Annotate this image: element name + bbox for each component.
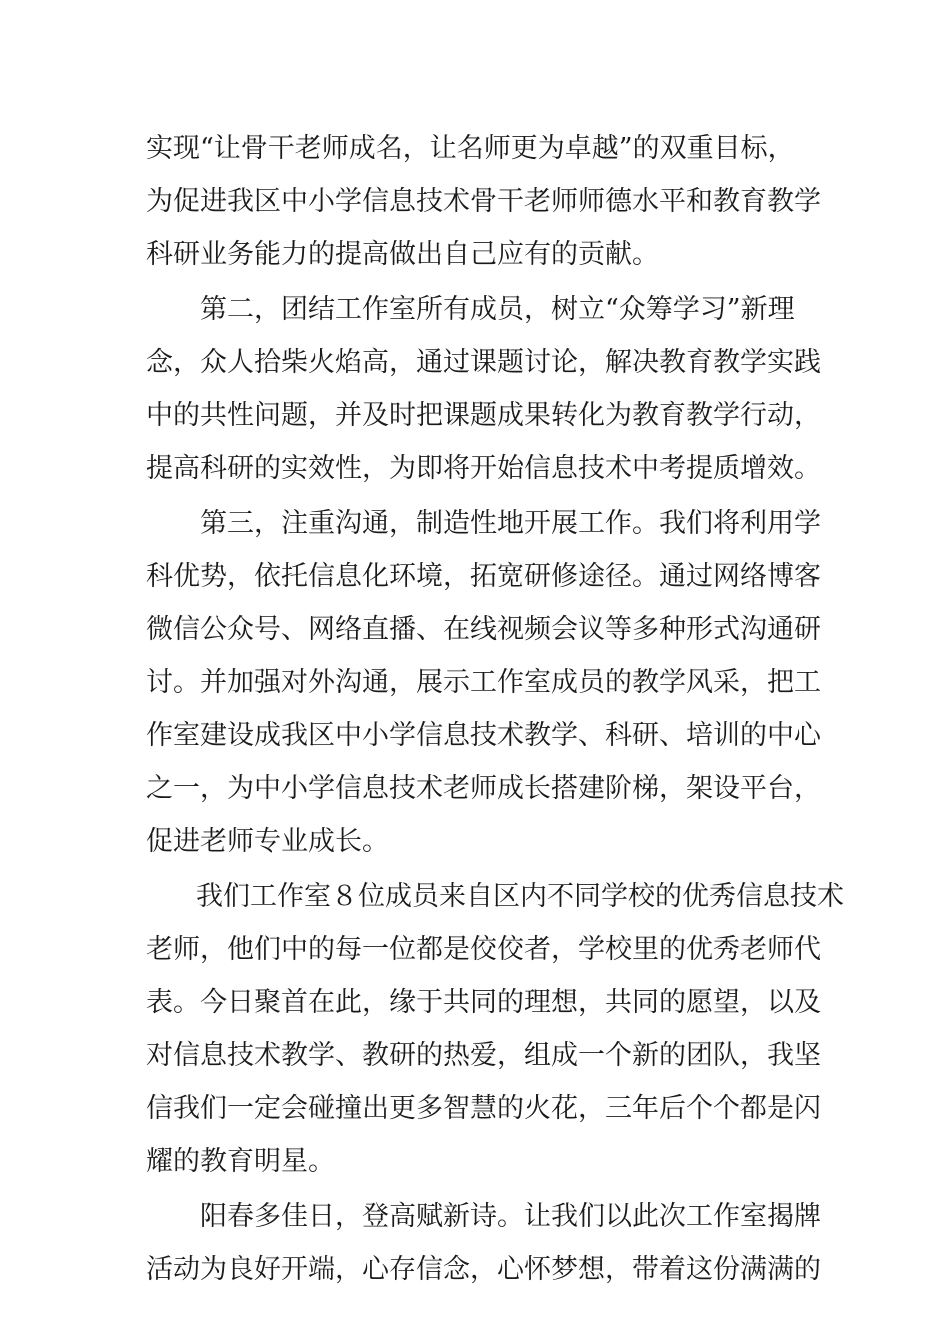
paragraph-4-line-5: 信我们一定会碰撞出更多智慧的火花，三年后个个都是闪	[146, 1093, 821, 1124]
paragraph-3-line-1: 第三，注重沟通，制造性地开展工作。我们将利用学	[200, 508, 821, 539]
paragraph-3-line-2: 科优势，依托信息化环境，拓宽研修途径。通过网络博客	[146, 561, 821, 592]
paragraph-2-line-3: 中的共性问题，并及时把课题成果转化为教育教学行动，	[146, 400, 821, 431]
paragraph-5-line-2: 活动为良好开端，心存信念，心怀梦想，带着这份满满的	[146, 1254, 821, 1285]
paragraph-3-line-6: 之一，为中小学信息技术老师成长搭建阶梯，架设平台，	[146, 773, 821, 804]
paragraph-3-line-3: 微信公众号、网络直播、在线视频会议等多种形式沟通研	[146, 614, 821, 645]
paragraph-1-line-3: 科研业务能力的提高做出自己应有的贡献。	[146, 239, 659, 270]
paragraph-2-line-2: 念，众人拾柴火焰高，通过课题讨论，解决教育教学实践	[146, 347, 821, 378]
paragraph-2-line-4: 提高科研的实效性，为即将开始信息技术中考提质增效。	[146, 453, 821, 484]
paragraph-1-line-2: 为促进我区中小学信息技术骨干老师师德水平和教育教学	[146, 186, 821, 217]
paragraph-3-line-5: 作室建设成我区中小学信息技术教学、科研、培训的中心	[146, 720, 821, 751]
paragraph-4-line-1: 我们工作室８位成员来自区内不同学校的优秀信息技术	[196, 881, 844, 912]
paragraph-3-line-4: 讨。并加强对外沟通，展示工作室成员的教学风采，把工	[146, 667, 821, 698]
paragraph-3-line-7: 促进老师专业成长。	[146, 826, 389, 857]
paragraph-5-line-1: 阳春多佳日，登高赋新诗。让我们以此次工作室揭牌	[200, 1201, 821, 1232]
paragraph-2-line-1: 第二，团结工作室所有成员，树立“众筹学习”新理	[200, 294, 795, 325]
paragraph-1-line-1: 实现“让骨干老师成名，让名师更为卓越”的双重目标，	[146, 133, 795, 164]
paragraph-4-line-3: 表。今日聚首在此，缘于共同的理想，共同的愿望，以及	[146, 987, 821, 1018]
paragraph-4-line-2: 老师，他们中的每一位都是佼佼者，学校里的优秀老师代	[146, 934, 821, 965]
paragraph-4-line-4: 对信息技术教学、教研的热爱，组成一个新的团队，我坚	[146, 1040, 821, 1071]
paragraph-4-line-6: 耀的教育明星。	[146, 1146, 335, 1177]
